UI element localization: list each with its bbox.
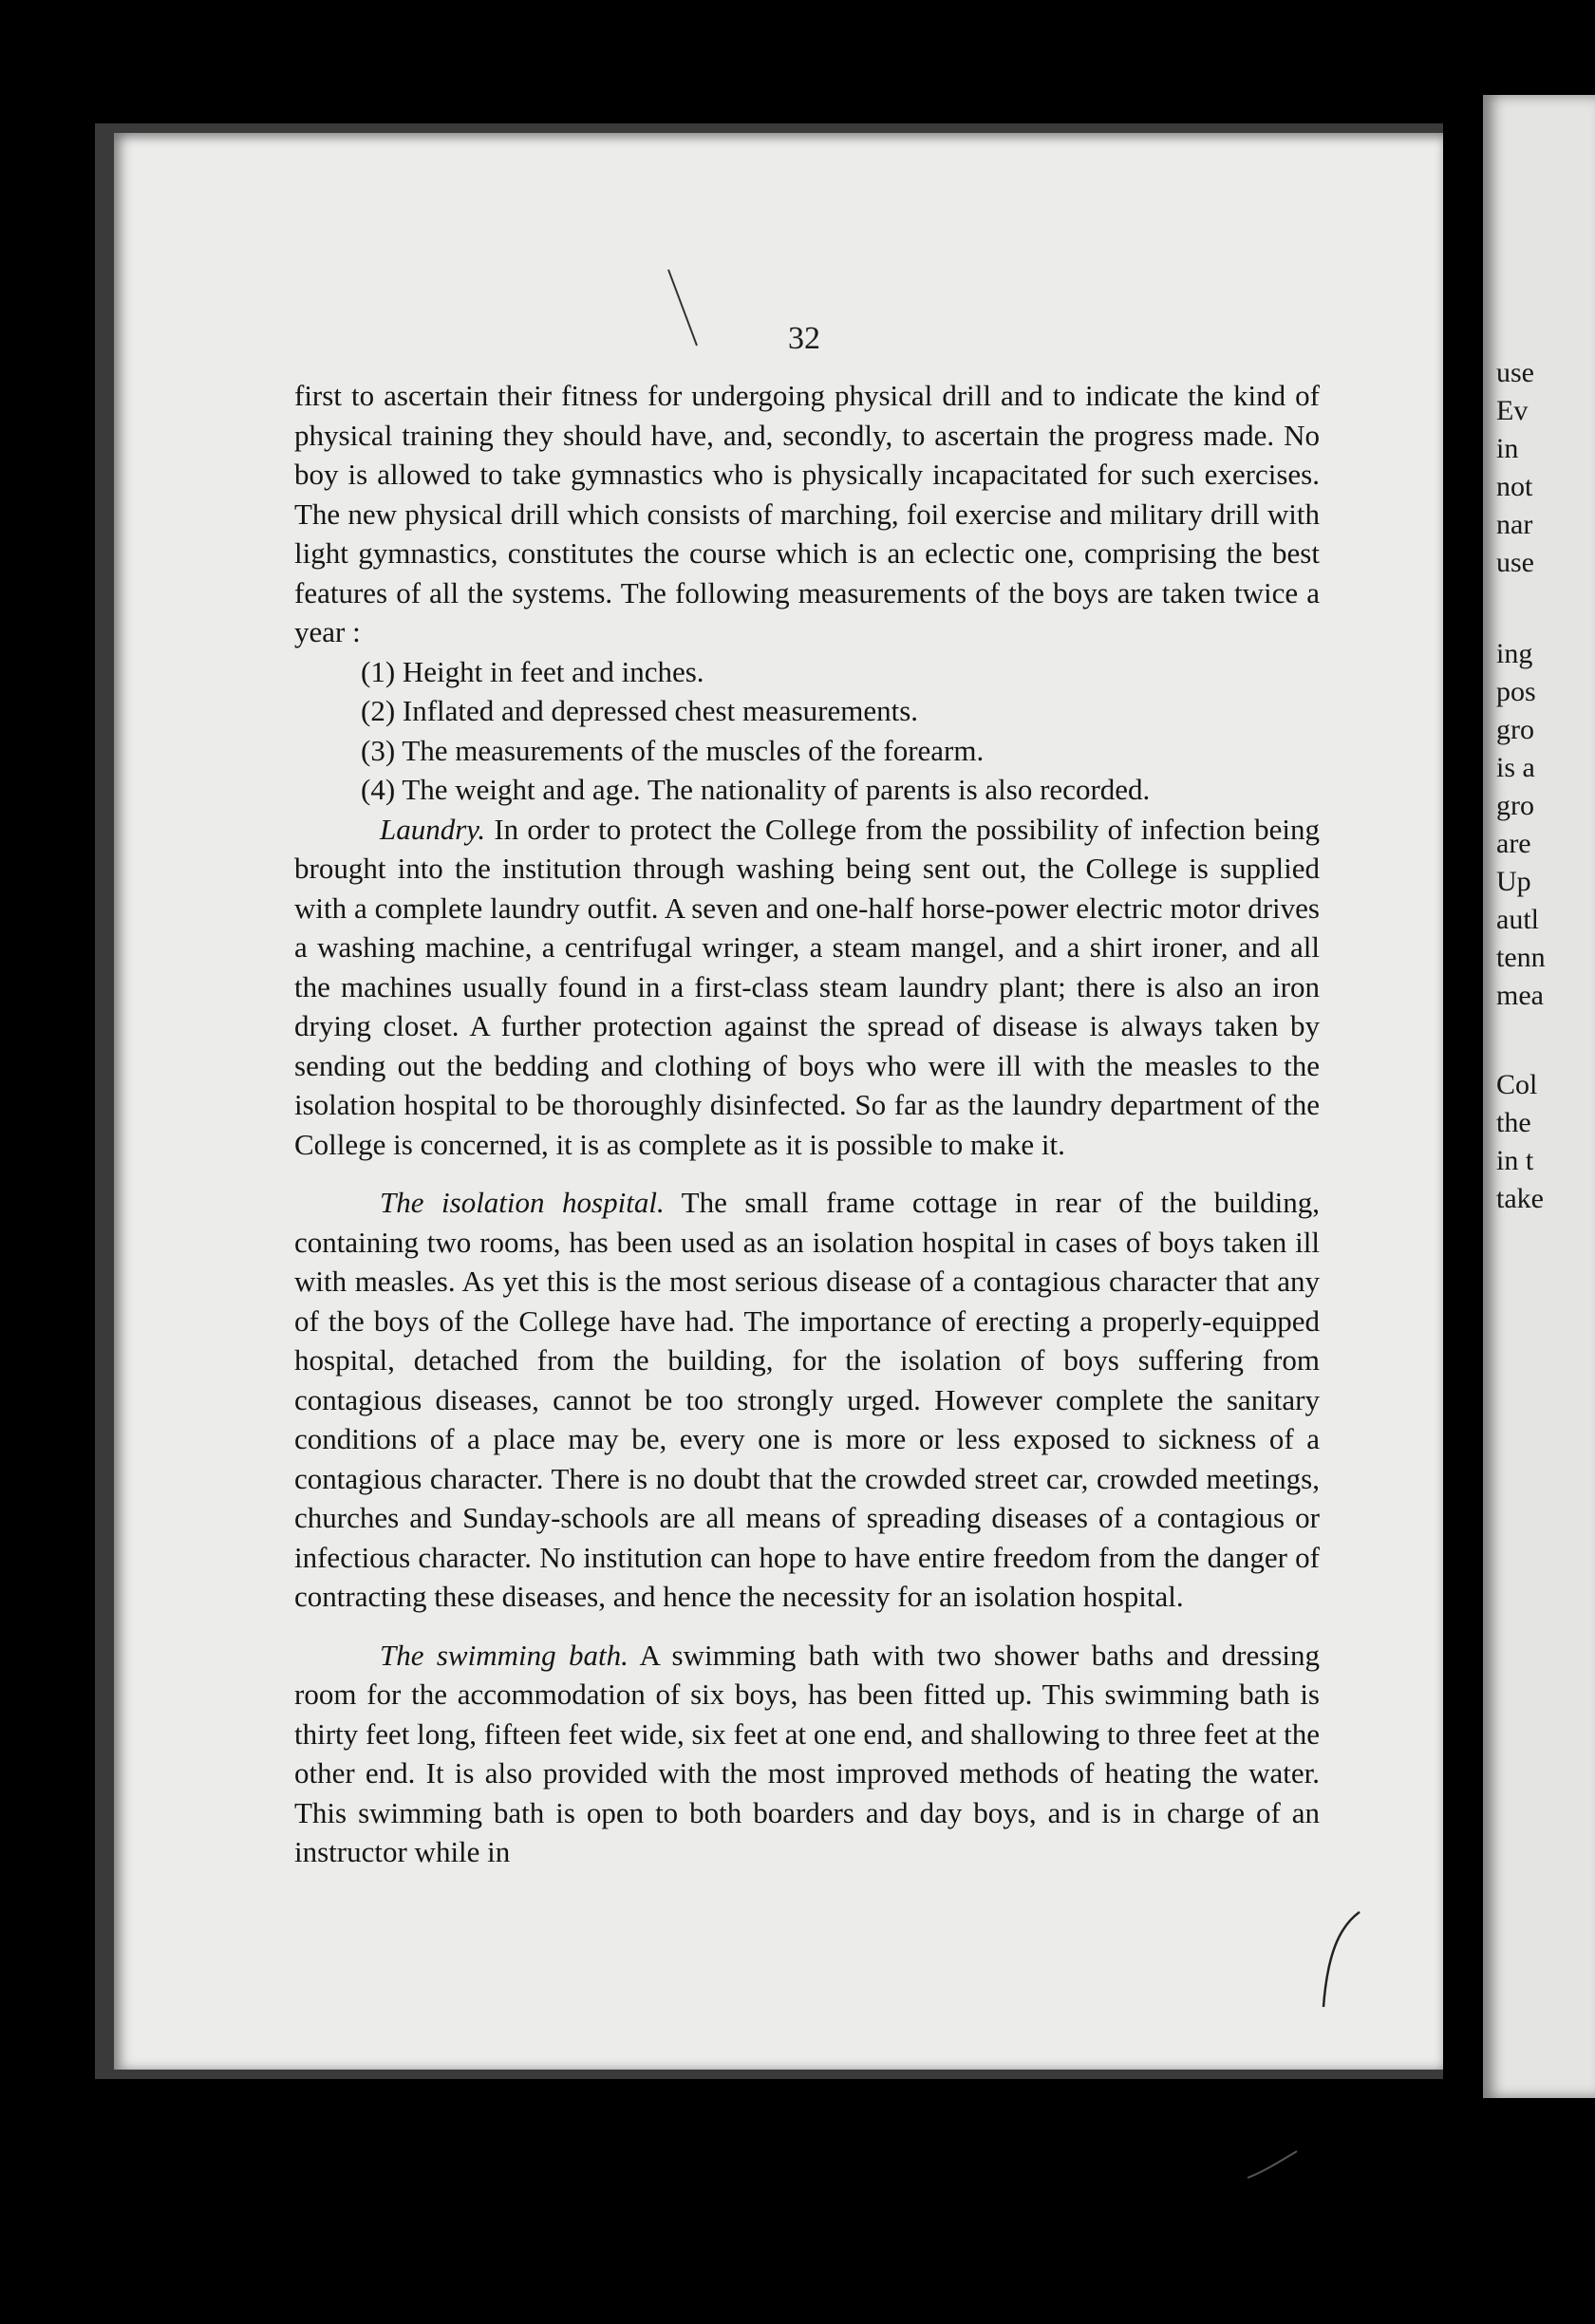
isolation-hospital-text: The small frame cottage in rear of the building, containing two rooms, has been used as an isolation hospital in cases of boys taken ill with measles. As yet this is the most serious disease of a contagious character that any of the boys of the College have had. The importance of erecting a properly-equipped hospital, detached from the building, for the isolation of boys suffering from contagious diseases, cannot be too strongly urged. However complete the sanitary conditions of a place may be, every one is more or less exposed to sickness of a contagious character. There is no doubt that the crowded street car, crowded meetings, churches and Sunday-schools are all means of spreading diseases of a contagious or infectious character. No institution can hope to have entire freedom from the danger of contracting these diseases, and hence the necessity for an isolation hospital. <box>294 1186 1320 1613</box>
facing-page-fragment: Col <box>1496 1069 1538 1100</box>
measurement-item-4: (4) The weight and age. The nationality of parents is also recorded. <box>361 773 1151 806</box>
facing-page-fragment: tenn <box>1496 942 1546 973</box>
facing-page-fragment: gro <box>1496 790 1534 821</box>
facing-page-edge <box>1483 95 1595 2098</box>
facing-page-fragment: Up <box>1496 866 1531 897</box>
facing-page-fragment: nar <box>1496 509 1533 540</box>
facing-page-fragment: use <box>1496 547 1534 578</box>
facing-page-fragment: autl <box>1496 904 1539 935</box>
swimming-bath-paragraph <box>294 1636 1320 1872</box>
isolation-hospital-paragraph <box>294 1183 1320 1617</box>
facing-page-fragment: use <box>1496 357 1534 388</box>
laundry-text: In order to protect the College from the possibility of infection being brought into the institution through washing being sent out, the College is supplied with a complete laundry outfit. A seven and one-half horse-power electric motor drives a washing machine, a centrifugal wringer, a steam mangel, and a shirt ironer, and all the machines usually found in a first-class steam laundry plant; there is also an iron drying closet. A further protection against the spread of disease is always taken by sending out the bedding and clothing of boys who were ill with the measles to the isolation hospital to be thoroughly disinfected. So far as the laundry department of the College is concerned, it is as complete as it is possible to make it. <box>294 812 1320 1161</box>
swimming-bath-heading: The swimming bath. <box>380 1638 629 1672</box>
facing-page-fragment: take <box>1496 1183 1544 1214</box>
intro-paragraph: first to ascertain their fitness for undergoing physical drill and to indicate the kind of physical training they should have, and, secondly, to ascertain the progress made. No boy is allowed to take gymnastics who is physically incapacitated for such exercises. The new physical drill which consists of marching, foil exercise and military drill with light gymnastics, constitutes the course which is an eclectic one, comprising the best features of all the systems. The following measurements of the boys are taken twice a year : <box>294 379 1320 648</box>
swimming-bath-text: A swimming bath with two shower baths and dressing room for the accommodation of six boys, has been fitted up. This swimming bath is thirty feet long, fifteen feet wide, six feet at one end, and shallowing to three feet at the other end. It is also provided with the most improved methods of heating the water. This swimming bath is open to both boarders and day boys, and is in charge of an instructor while in <box>294 1638 1320 1868</box>
page-number: 32 <box>788 321 820 356</box>
facing-page-fragment: mea <box>1496 980 1544 1011</box>
facing-page-fragment: not <box>1496 471 1533 502</box>
isolation-hospital-heading: The isolation hospital. <box>380 1186 665 1219</box>
facing-page-fragment: Ev <box>1496 395 1529 426</box>
pencil-stroke-top <box>665 266 703 351</box>
measurement-item-2: (2) Inflated and depressed chest measurements. <box>361 694 919 727</box>
facing-page-fragment: in <box>1496 433 1519 464</box>
laundry-paragraph <box>294 810 1320 1165</box>
facing-page-fragment: are <box>1496 828 1531 859</box>
measurement-item-1: (1) Height in feet and inches. <box>361 654 704 688</box>
laundry-heading: Laundry. <box>380 812 486 846</box>
facing-page-fragment: the <box>1496 1107 1531 1138</box>
facing-page-fragment: is a <box>1496 752 1535 783</box>
facing-page-fragment: ing <box>1496 638 1533 669</box>
measurement-item-3: (3) The measurements of the muscles of the forearm. <box>361 733 985 767</box>
page-body <box>294 376 1320 1872</box>
pencil-stroke-bottom <box>1310 1908 1367 2013</box>
scan-artifact-mark <box>1244 2146 1301 2183</box>
facing-page-fragment: gro <box>1496 714 1534 745</box>
facing-page-fragment: pos <box>1496 676 1536 707</box>
facing-page-fragment: in t <box>1496 1145 1534 1176</box>
